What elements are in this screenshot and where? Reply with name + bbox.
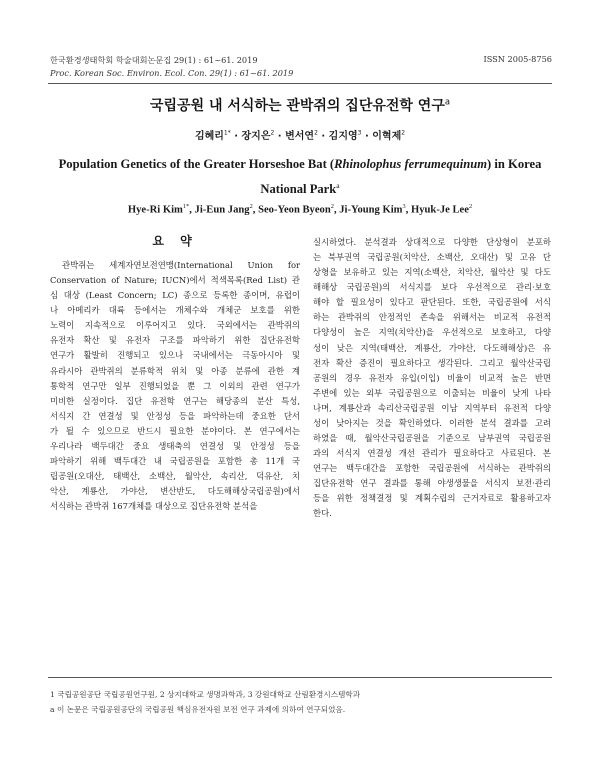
author-ko-affiliation-mark: 3 (357, 129, 362, 137)
author-en-name: Ji-Eun Jang (194, 204, 250, 216)
author-en-affiliation-mark: 1* (182, 203, 190, 210)
abstract-line: 서식지 간 연결성 및 안정성 등을 파악하는데 중요한 단서 (50, 410, 300, 421)
title-english-post2: National Park (260, 182, 337, 197)
footnote: 1 국립공원공단 국립공원연구원, 2 상지대학교 생명과학과, 3 강원대학교 산림환경시스템학과 (50, 690, 361, 699)
abstract-line: 한다. (313, 508, 332, 519)
abstract-line: 하는 관박쥐의 안정적인 존속을 위해서는 비교적 유전적 (313, 312, 551, 323)
journal-citation-ko: 한국환경생태학회 학술대회논문집 29(1) : 61~61. 2019 (50, 55, 258, 65)
abstract-line: 주변에 있는 외부 국립공원으로 이출되는 비율이 낮게 나타 (313, 387, 551, 398)
author-en-affiliation-mark: 2 (468, 203, 473, 210)
abstract-line: 하였을 때, 월악산국립공원을 기준으로 남부권역 국립공원 (313, 433, 551, 444)
author-ko-affiliation-mark: 2 (314, 129, 318, 137)
issn: ISSN 2005-8756 (483, 54, 552, 64)
abstract-line: 성이 낮아지는 것을 확인하였다. 이러한 분석 결과를 고려 (313, 417, 551, 428)
title-english-post1: ) in Korea (487, 157, 542, 171)
author-en-affiliation-mark: 2 (330, 203, 334, 210)
abstract-line: 집단유전학 연구 결과를 통해 야생생물을 서식지 보전·관리 (313, 478, 551, 489)
author-ko-name: 변서연 (285, 131, 315, 142)
author-ko-name: 이혁제 (372, 131, 402, 142)
footnote: a 이 논문은 국립공원공단의 국립공원 핵심유전자원 보전 연구 과제에 의하여 연구되었음. (50, 705, 346, 714)
author-ko-affiliation-mark: 1* (223, 129, 231, 137)
authors-korean (0, 127, 600, 142)
abstract-left-column (50, 258, 300, 514)
footnote-rule (48, 677, 552, 678)
abstract-line: 연구는 백두대간을 포함한 국립공원에 서식하는 관박쥐의 (313, 463, 551, 474)
footnotes (50, 687, 360, 717)
abstract-line: 해해상 국립공원)의 서식지를 보다 우선적으로 관리·보호 (313, 282, 551, 293)
author-ko-separator: · (361, 131, 373, 142)
author-ko-affiliation-mark: 2 (401, 129, 406, 137)
title-english-mark: a (336, 181, 340, 190)
abstract-line: 전자 확산 증진이 필요하다고 생각된다. 그리고 월악산국립 (313, 357, 551, 368)
title-english-species: Rhinolophus ferrumequinum (334, 157, 488, 171)
abstract-line: 서식하는 관박쥐 167개체를 대상으로 집단유전학 분석을 (50, 501, 258, 512)
abstract-line: 다양성이 높은 지역(치악산)을 우선적으로 보호하고, 다양 (313, 327, 551, 338)
abstract-line: 나 아메리카 대륙 등에서는 개체수와 개체군 보호를 위한 (50, 305, 300, 316)
author-ko-separator: · (230, 131, 242, 142)
abstract-line: 심 대상 (Least Concern; LC) 종으로 등록한 종이며, 유럽이 (50, 290, 300, 301)
abstract-right-column (313, 235, 551, 521)
author-ko-separator: · (317, 131, 329, 142)
author-ko-affiliation-mark: 2 (270, 129, 275, 137)
title-english (40, 154, 560, 200)
abstract-line: 실시하였다. 분석결과 상대적으로 다양한 단상형이 분포하 (313, 237, 551, 247)
abstract-line: 해야 할 필요성이 있다고 판단된다. 또한, 국립공원에 서식 (313, 297, 551, 308)
author-en-separator: , (252, 204, 259, 216)
abstract-line: 미비한 실정이다. 집단 유전학 연구는 해당종의 분산 특성, (50, 395, 300, 406)
abstract-line: 파악하기 위해 백두대간 내 국립공원을 포함한 총 11개 국 (50, 456, 300, 467)
author-en-name: Seo-Yeon Byeon (258, 204, 331, 216)
author-ko-name: 김지영 (328, 131, 358, 142)
abstract-line: 우리나라 백두대간 중요 생태축의 연결성 및 안정성 등을 (50, 440, 300, 451)
abstract-line: 공원의 경우 유전자 유입(이입) 비율이 비교적 높은 반면 (313, 372, 551, 383)
abstract-line: 유전자 확산 및 유전자 구조를 파악하기 위한 집단유전학 (50, 335, 300, 346)
title-korean-text: 국립공원 내 서식하는 관박쥐의 집단유전학 연구 (150, 98, 445, 114)
abstract-line: Conservation of Nature; IUCN)에서 적색목록(Red List) 관 (50, 275, 300, 286)
abstract-line: 나며, 계룡산과 속리산국립공원 이남 지역부터 유전적 다양 (313, 402, 551, 413)
abstract-line: 등을 위한 정책결정 및 계획수립의 근거자료로 활용하고자 (313, 493, 551, 504)
title-korean-mark: a (444, 96, 450, 107)
header-rule (48, 83, 552, 84)
abstract-line: 상형을 보유하고 있는 지역(소백산, 치악산, 월악산 및 다도 (313, 267, 551, 278)
author-en-separator: , (333, 204, 340, 216)
author-ko-separator: · (274, 131, 286, 142)
abstract-line: 악산, 계룡산, 가야산, 변산반도, 다도해해상국립공원)에서 (50, 486, 300, 497)
journal-citation-en: Proc. Korean Soc. Environ. Ecol. Con. 29(1) : 61~61. 2019 (50, 68, 294, 78)
abstract-line: 는 북부권역 국립공원(치악산, 소백산, 오대산) 및 고유 단 (313, 252, 551, 263)
abstract-line: 가 될 수 있으므로 반드시 필요한 분야이다. 본 연구에서는 (50, 425, 300, 436)
author-ko-name: 김혜리 (194, 131, 224, 142)
abstract-line: 립공원(오대산, 태백산, 소백산, 월악산, 속리산, 덕유산, 치 (50, 471, 300, 482)
authors-english (0, 203, 600, 216)
author-en-affiliation-mark: 2 (249, 203, 253, 210)
abstract-line: 관박쥐는 세계자연보전연맹(International Union for (62, 260, 300, 270)
author-en-name: Hyuk-Je Lee (411, 204, 469, 216)
journal-citation (50, 54, 293, 80)
abstract-line: 과의 서식지 연결성 개선 관리가 필요하다고 사료된다. 본 (313, 448, 551, 459)
author-en-affiliation-mark: 3 (402, 203, 406, 210)
abstract-line: 성이 낮은 지역(태백산, 계룡산, 가야산, 다도해해상)은 유 (313, 342, 551, 353)
abstract-line: 노력이 지속적으로 이루어지고 있다. 국외에서는 관박쥐의 (50, 320, 300, 331)
author-en-separator: , (405, 204, 411, 216)
abstract-heading: 요 약 (152, 234, 198, 248)
author-en-name: Hye-Ri Kim (127, 204, 183, 216)
author-ko-name: 장지은 (241, 131, 271, 142)
abstract-line: 연구가 활발히 진행되고 있으나 국내에서는 극동아시아 및 (50, 350, 300, 361)
abstract-line: 통학적 연구만 일부 진행되었을 뿐 그 이외의 관련 연구가 (50, 380, 300, 391)
author-en-separator: , (189, 204, 195, 216)
author-en-name: Ji-Young Kim (339, 204, 403, 216)
abstract-line: 유라시아 관박쥐의 분류학적 위치 및 아종 분류에 관한 계 (50, 365, 300, 376)
title-korean (0, 95, 600, 115)
title-english-pre: Population Genetics of the Greater Horseshoe Bat ( (58, 157, 335, 171)
